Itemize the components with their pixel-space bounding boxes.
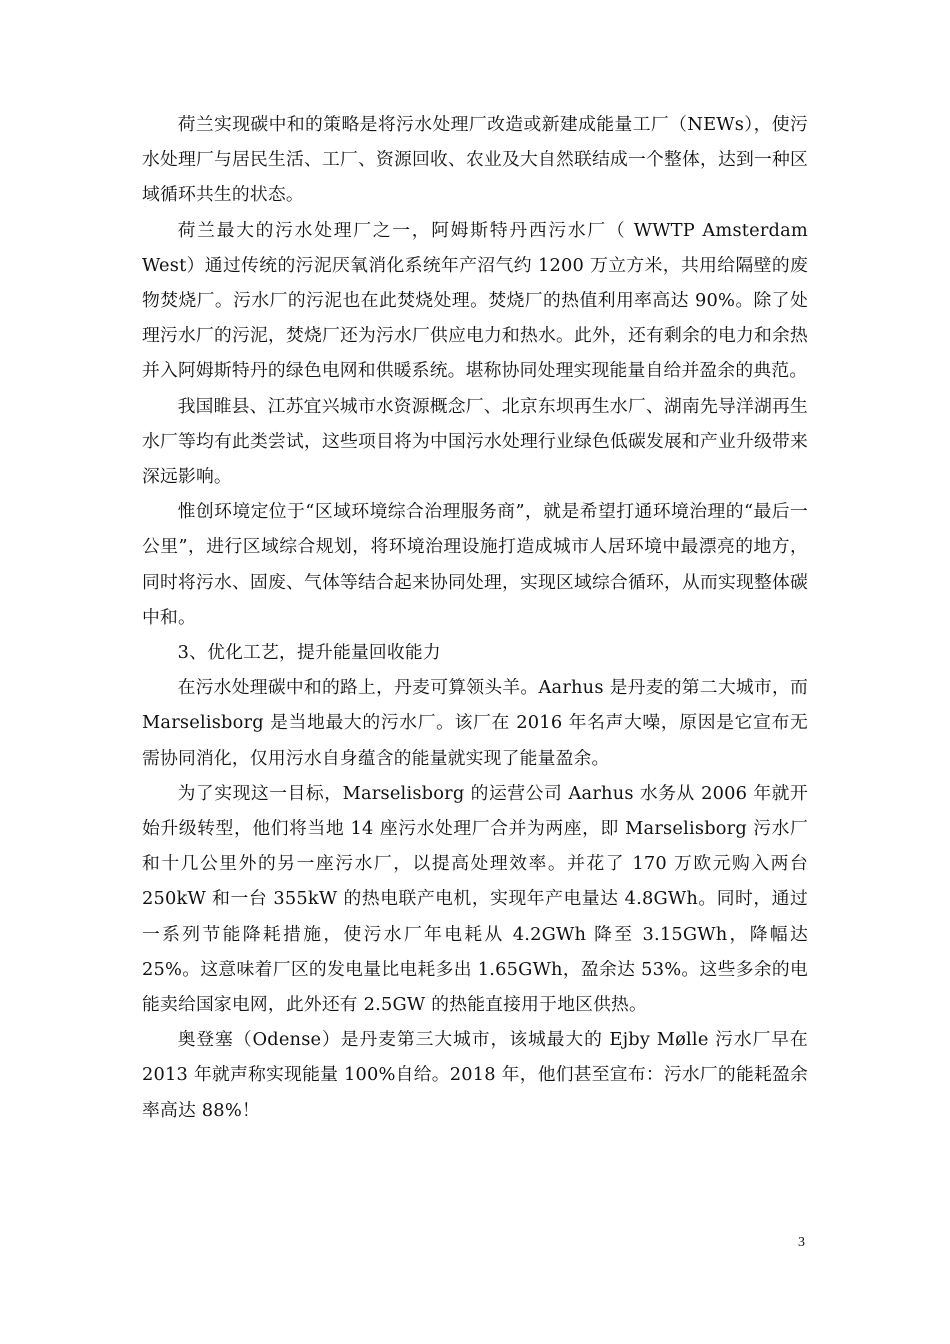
body-text — [142, 107, 808, 1128]
paragraph-china-projects: 我国睢县、江苏宜兴城市水资源概念厂、北京东坝再生水厂、湖南先导洋湖再生水厂等均有此类尝试，这些项目将为中国污水处理行业绿色低碳发展和产业升级带来深远影响。 — [142, 395, 808, 488]
paragraph-denmark-aarhus: 在污水处理碳中和的路上，丹麦可算领头羊。Aarhus 是丹麦的第二大城市，而 Marselisborg 是当地最大的污水厂。该厂在 2016 年名声大噪，原因是它宣布无需协同消化，仅用污水自身蕴含的能量就实现了能量盈余。 — [142, 677, 808, 769]
page-number: 3 — [798, 1235, 805, 1250]
paragraph-netherlands-strategy: 荷兰实现碳中和的策略是将污水处理厂改造或新建成能量工厂（NEWs），使污水处理厂与居民生活、工厂、资源回收、农业及大自然联结成一个整体，达到一种区域循环共生的状态。 — [142, 114, 808, 206]
paragraph-marselisborg: 为了实现这一目标，Marselisborg 的运营公司 Aarhus 水务从 2006 年就开始升级转型，他们将当地 14 座污水处理厂合并为两座，即 Marselisborg 污水厂和十几公里外的另一座污水厂，以提高处理效率。并花了 170 万欧元购入两台 250kW 和一台 355kW 的热电联产电机，实现年产电量达 4.8GWh。同时，通过一系列节能降耗措施，使污水厂年电耗从 4.2GWh 降至 3.15GWh，降幅达 25%。这意味着厂区的发电量比电耗多出 1.65GWh，盈余达 53%。这些多余的电能卖给国家电网，此外还有 2.5GW 的热能直接用于地区供热。 — [142, 782, 808, 1016]
paragraph-odense: 奥登塞（Odense）是丹麦第三大城市，该城最大的 Ejby Mølle 污水厂早在 2013 年就声称实现能量 100%自给。2018 年，他们甚至宣布：污水厂的能耗盈余率高达 88%！ — [142, 1029, 808, 1121]
paragraph-amsterdam-west: 荷兰最大的污水处理厂之一，阿姆斯特丹西污水厂（ WWTP Amsterdam West）通过传统的污泥厌氧消化系统年产沼气约 1200 万立方米，共用给隔壁的废物焚烧厂。污水厂的污泥也在此焚烧处理。焚烧厂的热值利用率高达 90%。除了处理污水厂的污泥，焚烧厂还为污水厂供应电力和热水。此外，还有剩余的电力和余热并入阿姆斯特丹的绿色电网和供暖系统。堪称协同处理实现能量自给并盈余的典范。 — [142, 219, 808, 382]
paragraph-weichuang: 惟创环境定位于“区域环境综合治理服务商”，就是希望打通环境治理的“最后一公里”，进行区域综合规划，将环境治理设施打造成城市人居环境中最漂亮的地方，同时将污水、固废、气体等结合起来协同处理，实现区域综合循环，从而实现整体碳中和。 — [142, 501, 808, 628]
section-heading-optimize-process: 3、优化工艺，提升能量回收能力 — [177, 642, 441, 664]
